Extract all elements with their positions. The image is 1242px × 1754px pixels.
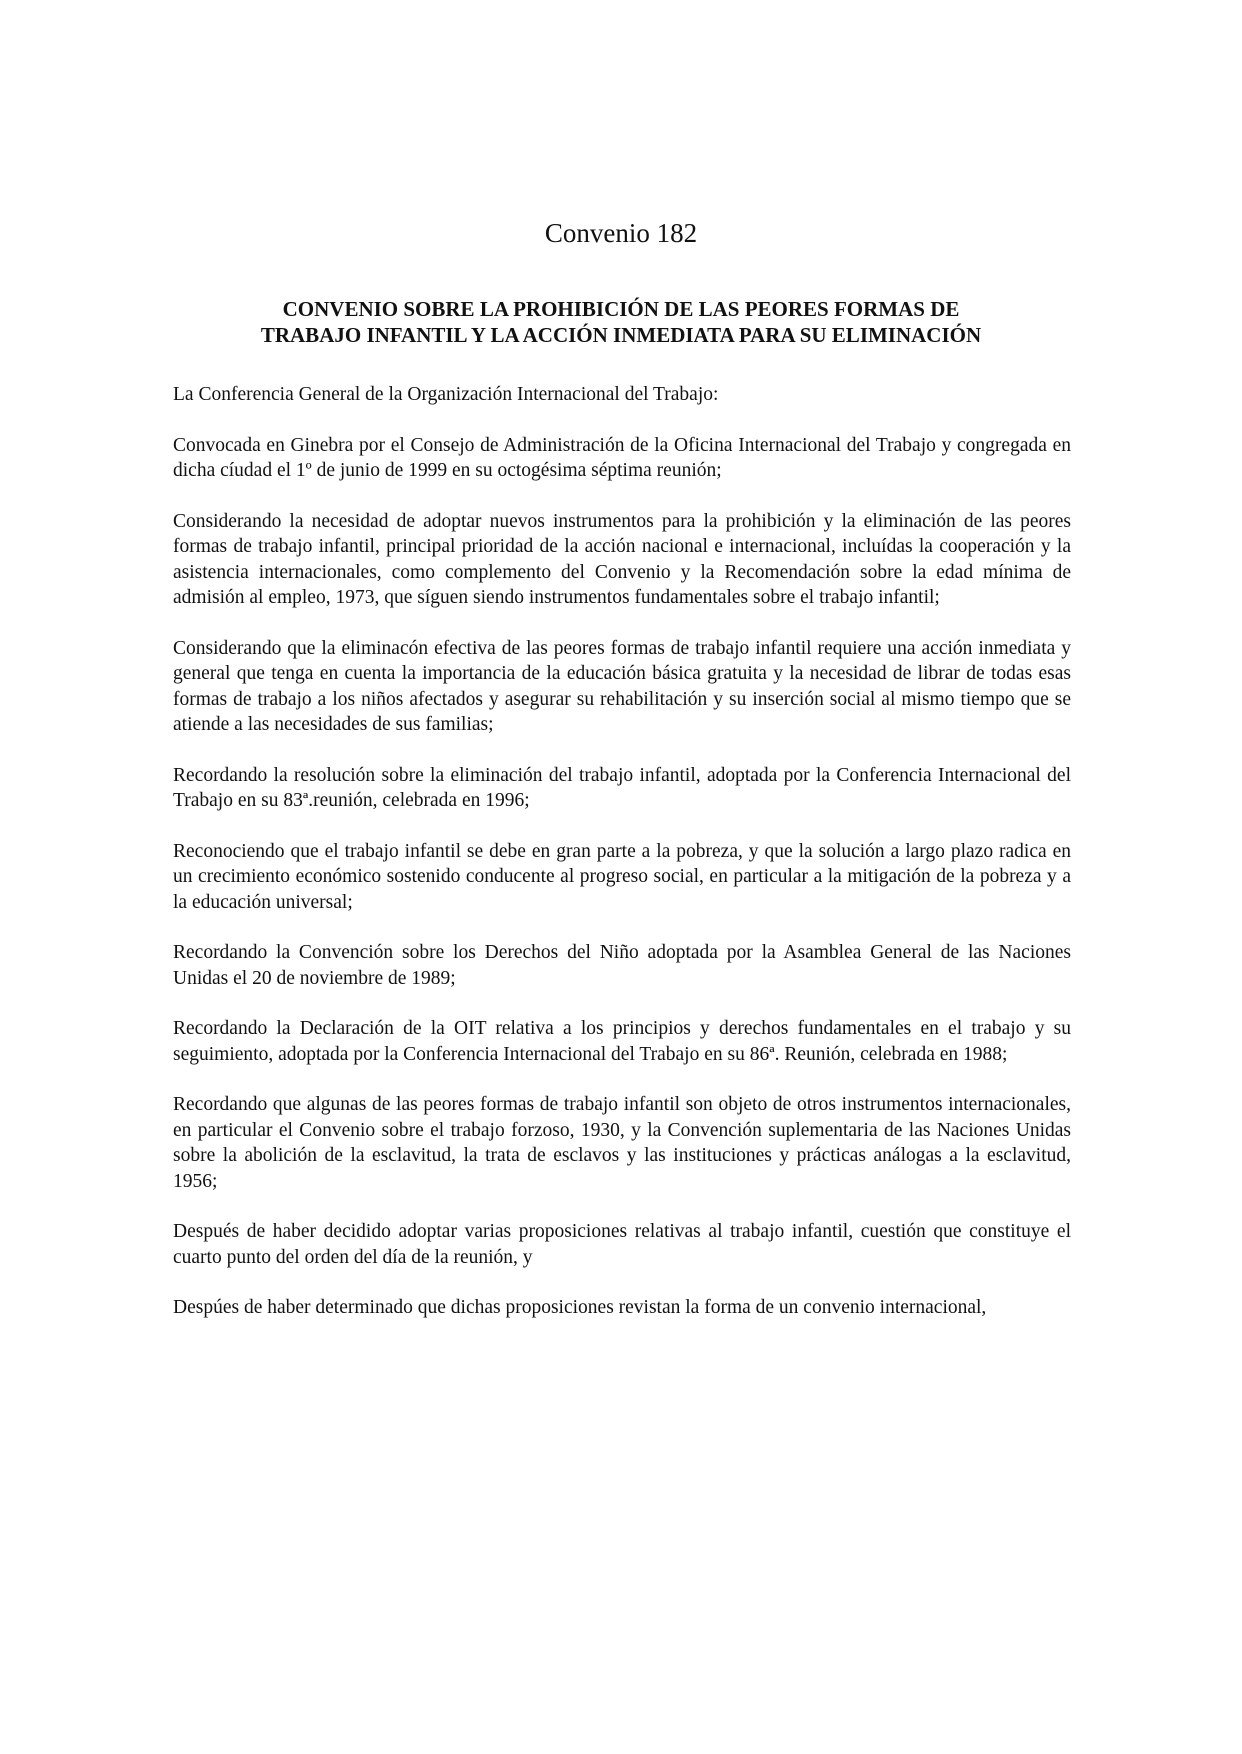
paragraph: Recordando la resolución sobre la eliminación del trabajo infantil, adoptada por la Conferencia Internacional del Trabajo en su 83ª.reunión, celebrada en 1996; xyxy=(173,764,1071,811)
paragraph-intro: La Conferencia General de la Organización Internacional del Trabajo: xyxy=(173,384,719,405)
paragraph: Recordando que algunas de las peores formas de trabajo infantil son objeto de otros instrumentos internacionales, en particular el Convenio sobre el trabajo forzoso, 1930, y la Convención suplementaria de las Naciones Unidas sobre la abolición de la esclavitud, la trata de esclavos y las instituciones y prácticas análogas a la esclavitud, 1956; xyxy=(173,1094,1071,1192)
paragraph: Considerando la necesidad de adoptar nuevos instrumentos para la prohibición y la eliminación de las peores formas de trabajo infantil, principal prioridad de la acción nacional e internacional, incluídas la cooperación y la asistencia internacionales, como complemento del Convenio y la Recomendación sobre la edad mínima de admisión al empleo, 1973, que síguen siendo instrumentos fundamentales sobre el trabajo infantil; xyxy=(173,510,1071,608)
paragraph: Considerando que la eliminacón efectiva de las peores formas de trabajo infantil requiere una acción inmediata y general que tenga en cuenta la importancia de la educación básica gratuita y la necesidad de librar de todas esas formas de trabajo a los niños afectados y asegurar su rehabilitación y su inserción social al mismo tiempo que se atiende a las necesidades de sus familias; xyxy=(173,637,1071,735)
heading-line-2: TRABAJO INFANTIL Y LA ACCIÓN INMEDIATA PARA SU ELIMINACIÓN xyxy=(260,323,982,347)
paragraph: Recordando la Declaración de la OIT relativa a los principios y derechos fundamentales en el trabajo y su seguimiento, adoptada por la Conferencia Internacional del Trabajo en su 86ª. Reunión, celebrada en 1988; xyxy=(173,1018,1071,1065)
paragraph: Después de haber decidido adoptar varias proposiciones relativas al trabajo infantil, cuestión que constituye el cuarto punto del orden del día de la reunión, y xyxy=(173,1221,1071,1268)
document-heading xyxy=(175,296,1067,348)
paragraph: Despúes de haber determinado que dichas proposiciones revistan la forma de un convenio internacional, xyxy=(173,1297,987,1318)
paragraph: Convocada en Ginebra por el Consejo de Administración de la Oficina Internacional del Trabajo y congregada en dicha cíudad el 1º de junio de 1999 en su octogésima séptima reunión; xyxy=(173,434,1071,481)
heading-line-1: CONVENIO SOBRE LA PROHIBICIÓN DE LAS PEORES FORMAS DE xyxy=(282,297,960,321)
paragraph: Recordando la Convención sobre los Derechos del Niño adoptada por la Asamblea General de las Naciones Unidas el 20 de noviembre de 1989; xyxy=(173,942,1071,989)
document-title: Convenio 182 xyxy=(544,218,698,248)
document-body xyxy=(173,382,1071,1346)
paragraph: Reconociendo que el trabajo infantil se debe en gran parte a la pobreza, y que la solución a largo plazo radica en un crecimiento económico sostenido conducente al progreso social, en particular a la mitigación de la pobreza y a la educación universal; xyxy=(173,840,1071,913)
